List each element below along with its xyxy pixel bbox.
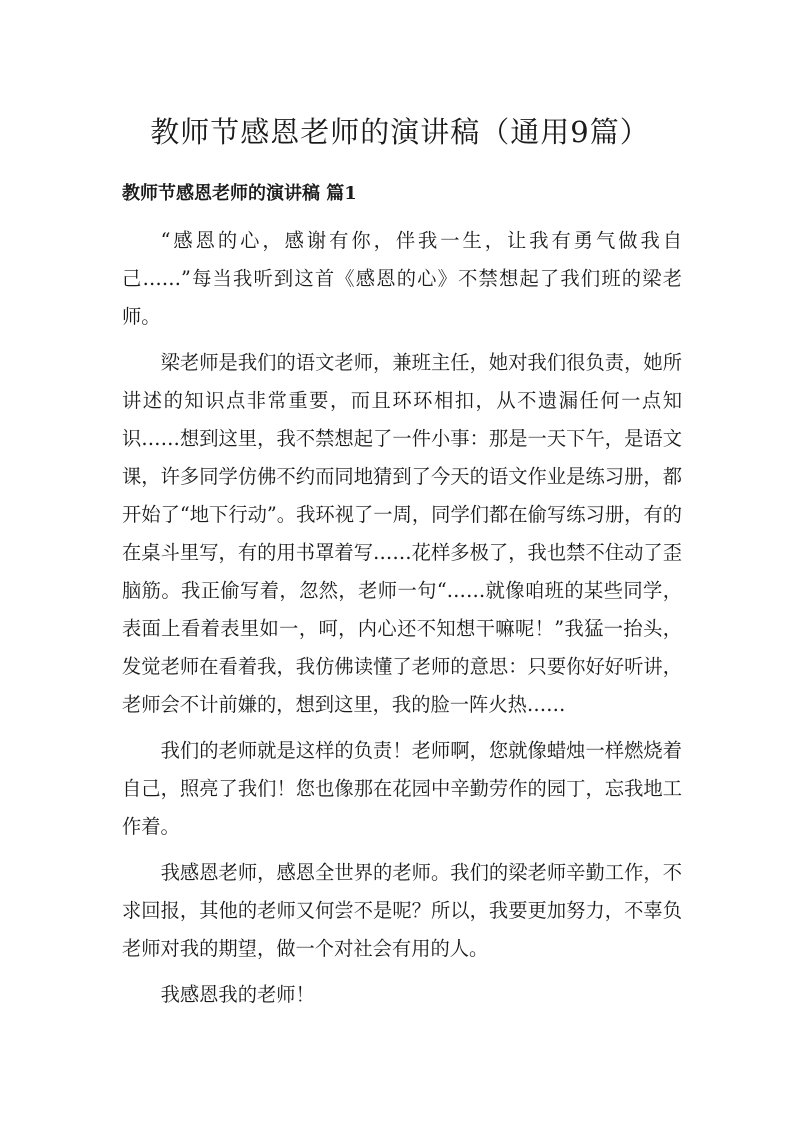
paragraph-2: 梁老师是我们的语文老师，兼班主任，她对我们很负责，她所讲述的知识点非常重要，而且环环相扣，从不遗漏任何一点知识……想到这里，我不禁想起了一件小事：那是一天下午，是语文课，许多同学仿佛不约而同地猜到了今天的语文作业是练习册，都开始了“地下行动”。我环视了一周，同学们都在偷写练习册，有的在桌斗里写，有的用书罩着写……花样多极了，我也禁不住动了歪脑筋。我正偷写着，忽然，老师一句“……就像咱班的某些同学，表面上看着表里如一，呵，内心还不知想干嘛呢！”我猛一抬头，发觉老师在看着我，我仿佛读懂了老师的意思：只要你好好听讲，老师会不计前嫌的，想到这里，我的脸一阵火热…… — [122, 351, 682, 716]
paragraph-5: 我感恩我的老师！ — [160, 983, 315, 1006]
document-body — [122, 222, 682, 1022]
paragraph-3: 我们的老师就是这样的负责！老师啊，您就像蜡烛一样燃烧着自己，照亮了我们！您也像那在花园中辛勤劳作的园丁，忘我地工作着。 — [122, 739, 682, 838]
section-heading: 教师节感恩老师的演讲稿 篇1 — [122, 183, 357, 204]
document-title: 教师节感恩老师的演讲稿（通用9篇） — [150, 115, 650, 149]
paragraph-4: 我感恩老师，感恩全世界的老师。我们的梁老师辛勤工作，不求回报，其他的老师又何尝不是呢？所以，我要更加努力，不辜负老师对我的期望，做一个对社会有用的人。 — [122, 861, 682, 960]
paragraph-1: “感恩的心，感谢有你，伴我一生，让我有勇气做我自己……”每当我听到这首《感恩的心》不禁想起了我们班的梁老师。 — [122, 229, 682, 328]
